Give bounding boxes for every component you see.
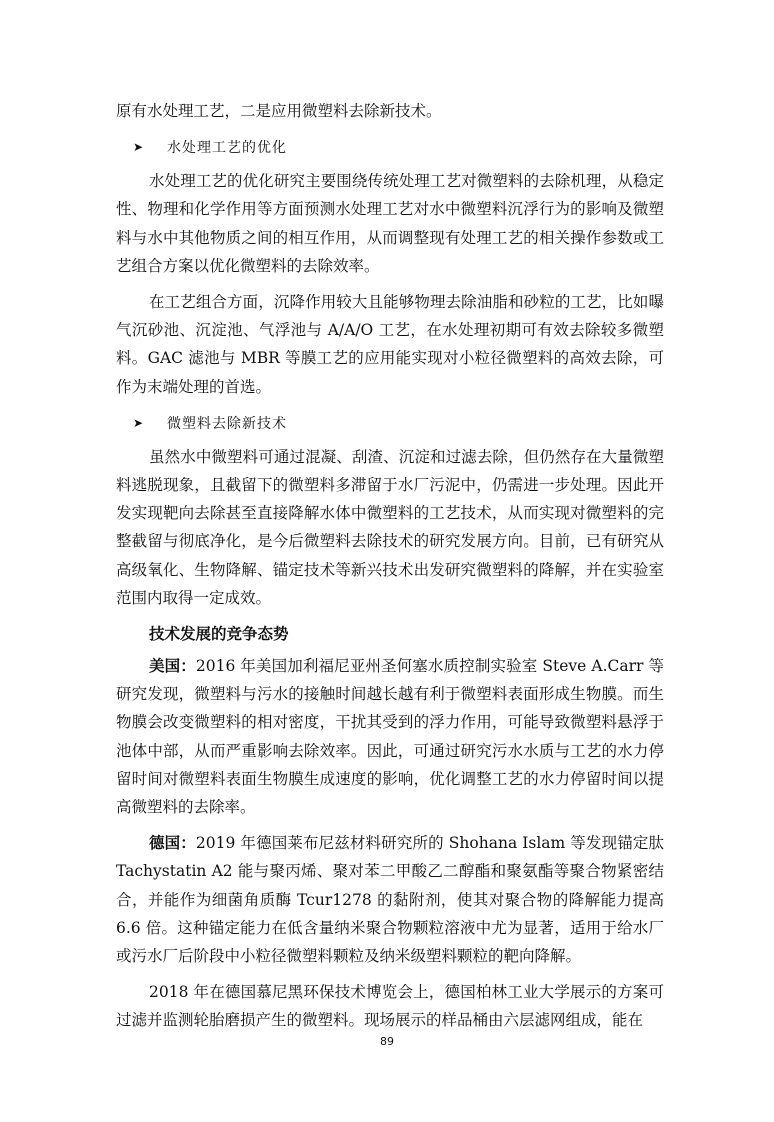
paragraph-process-combination: 在工艺组合方面，沉降作用较大且能够物理去除油脂和砂粒的工艺，比如曝气沉砂池、沉淀池、气浮池与 A/A/O 工艺，在水处理初期可有效去除较多微塑料。GAC 滤池与 MBR 等膜工艺的应用能实现对小粒径微塑料的高效去除，可作为末端处理的首选。 xyxy=(116,293,664,396)
section-heading: 技术发展的竞争态势 xyxy=(149,625,289,644)
paragraph-usa xyxy=(116,652,664,821)
paragraph-germany-2018: 2018 年在德国慕尼黑环保技术博览会上，德国柏林工业大学展示的方案可过滤并监测轮胎磨损产生的微塑料。现场展示的样品桶由六层滤网组成，能在 xyxy=(116,983,664,1030)
bullet-item-new-technology xyxy=(116,409,664,437)
paragraph-germany xyxy=(116,829,664,970)
paragraph-usa-text: 2016 年美国加利福尼亚州圣何塞水质控制实验室 Steve A.Carr 等研究发现，微塑料与污水的接触时间越长越有利于微塑料表面形成生物膜。而生物膜会改变微塑料的相对密度，干扰其受到的浮力作用，可能导致微塑料悬浮于池体中部，从而严重影响去除效率。因此，可通过研究污水水质与工艺的水力停留时间对微塑料表面生物膜生成速度的影响，优化调整工艺的水力停留时间以提高微塑料的去除率。 xyxy=(116,657,664,817)
arrowhead-icon: ➤ xyxy=(133,415,145,430)
bullet-label: 微塑料去除新技术 xyxy=(167,415,287,432)
country-label-usa: 美国： xyxy=(149,657,196,676)
paragraph-new-technology: 虽然水中微塑料可通过混凝、刮渣、沉淀和过滤去除，但仍然存在大量微塑料逃脱现象，且截留下的微塑料多滞留于水厂污泥中，仍需进一步处理。因此开发实现靶向去除甚至直接降解水体中微塑料的工艺技术，从而实现对微塑料的完整截留与彻底净化，是今后微塑料去除技术的研究发展方向。目前，已有研究从高级氧化、生物降解、锚定技术等新兴技术出发研究微塑料的降解，并在实验室范围内取得一定成效。 xyxy=(116,447,664,607)
page-number: 89 xyxy=(380,1035,394,1048)
country-label-germany: 德国： xyxy=(149,834,196,853)
page-body xyxy=(116,97,664,1035)
paragraph-continuation: 原有水处理工艺，二是应用微塑料去除新技术。 xyxy=(116,102,442,120)
paragraph-germany-text: 2019 年德国莱布尼兹材料研究所的 Shohana Islam 等发现锚定肽 Tachystatin A2 能与聚丙烯、聚对苯二甲酸乙二醇酯和聚氨酯等聚合物紧密结合，并能作为细菌角质酶 Tcur1278 的黏附剂，使其对聚合物的降解能力提高 6.6 倍。这种锚定能力在低含量纳米聚合物颗粒溶液中尤为显著，适用于给水厂或污水厂后阶段中小粒径微塑料颗粒及纳米级塑料颗粒的靶向降解。 xyxy=(116,834,664,966)
arrowhead-icon: ➤ xyxy=(133,140,145,155)
bullet-item-process-optimization xyxy=(116,133,664,161)
bullet-label: 水处理工艺的优化 xyxy=(167,140,287,157)
paragraph-optimization: 水处理工艺的优化研究主要围绕传统处理工艺对微塑料的去除机理，从稳定性、物理和化学作用等方面预测水处理工艺对水中微塑料沉浮行为的影响及微塑料与水中其他物质之间的相互作用，从而调整现有处理工艺的相关操作参数或工艺组合方案以优化微塑料的去除效率。 xyxy=(116,172,664,275)
